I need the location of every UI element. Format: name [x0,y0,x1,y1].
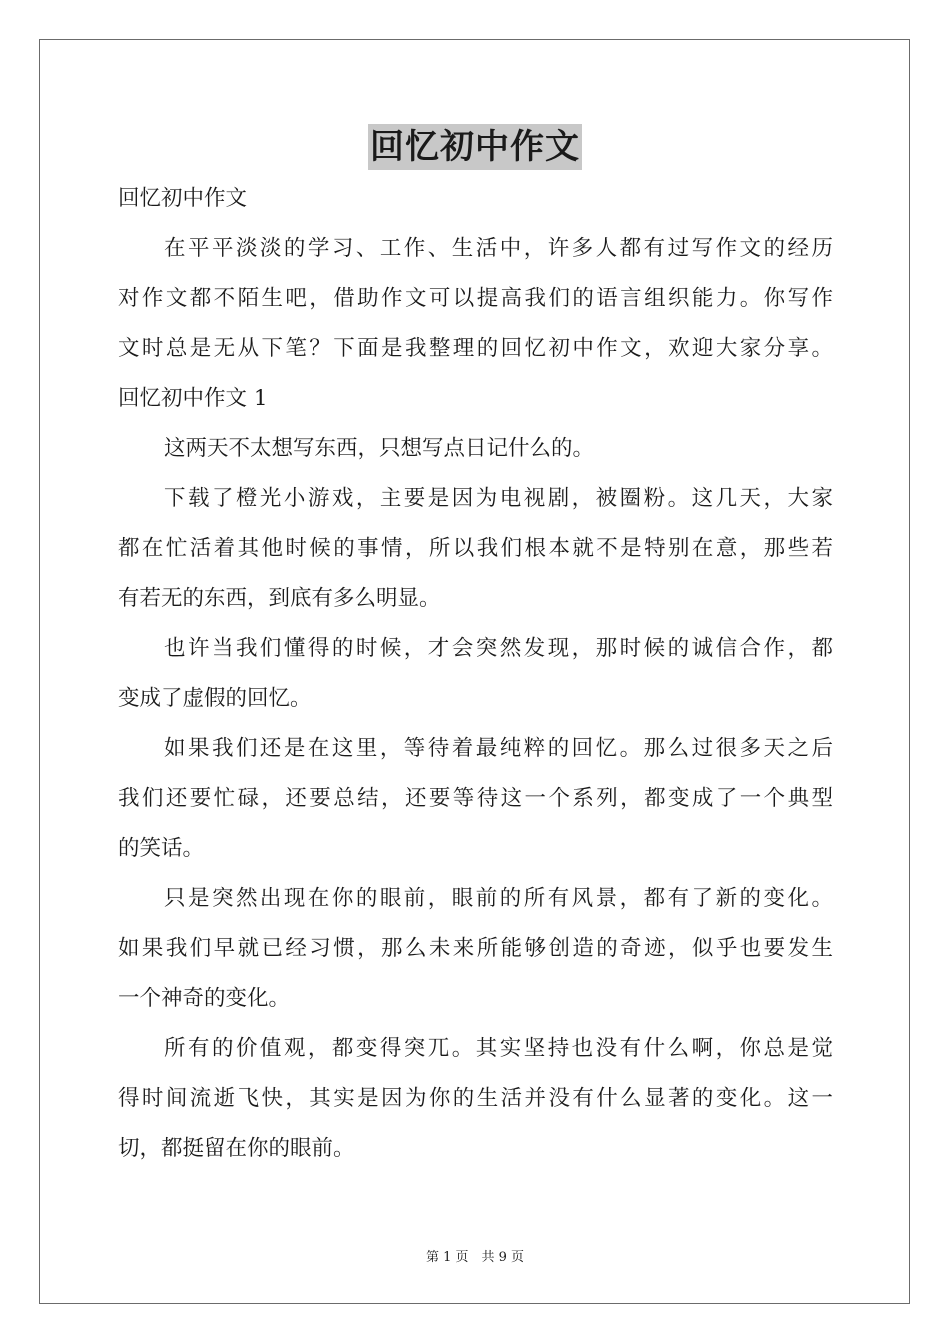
paragraph-line: 变成了虚假的回忆。 [118,686,312,711]
paragraph-line: 只是突然出现在你的眼前，眼前的所有风景，都有了新的变化。 [164,886,833,911]
paragraph-line: 也许当我们懂得的时候，才会突然发现，那时候的诚信合作，都 [164,636,833,661]
paragraph-line: 在平平淡淡的学习、工作、生活中，许多人都有过写作文的经历 [164,236,833,261]
paragraph-line: 如果我们早就已经习惯，那么未来所能够创造的奇迹，似乎也要发生 [118,936,833,961]
section-heading: 回忆初中作文 1 [118,386,268,411]
paragraph-line: 切，都挺留在你的眼前。 [118,1136,355,1161]
page-footer: 第 1 页 共 9 页 [425,1250,525,1265]
document-body [118,174,833,1174]
title-container [0,124,950,170]
paragraph-line: 的笑话。 [118,836,205,861]
paragraph-line: 对作文都不陌生吧，借助作文可以提高我们的语言组织能力。你写作 [118,286,833,311]
document-title: 回忆初中作文 [368,124,582,170]
subtitle-line: 回忆初中作文 [118,186,248,211]
paragraph-line: 如果我们还是在这里，等待着最纯粹的回忆。那么过很多天之后 [164,736,833,761]
paragraph-line: 有若无的东西，到底有多么明显。 [118,586,441,611]
paragraph-line: 一个神奇的变化。 [118,986,291,1011]
paragraph-line: 下载了橙光小游戏，主要是因为电视剧，被圈粉。这几天，大家 [164,486,833,511]
paragraph-line: 文时总是无从下笔？下面是我整理的回忆初中作文，欢迎大家分享。 [118,336,833,361]
paragraph-line: 我们还要忙碌，还要总结，还要等待这一个系列，都变成了一个典型 [118,786,833,811]
paragraph-line: 都在忙活着其他时候的事情，所以我们根本就不是特别在意，那些若 [118,536,833,561]
paragraph-line: 得时间流逝飞快，其实是因为你的生活并没有什么显著的变化。这一 [118,1086,833,1111]
paragraph-line: 这两天不太想写东西，只想写点日记什么的。 [164,436,595,461]
paragraph-line: 所有的价值观，都变得突兀。其实坚持也没有什么啊，你总是觉 [164,1036,833,1061]
